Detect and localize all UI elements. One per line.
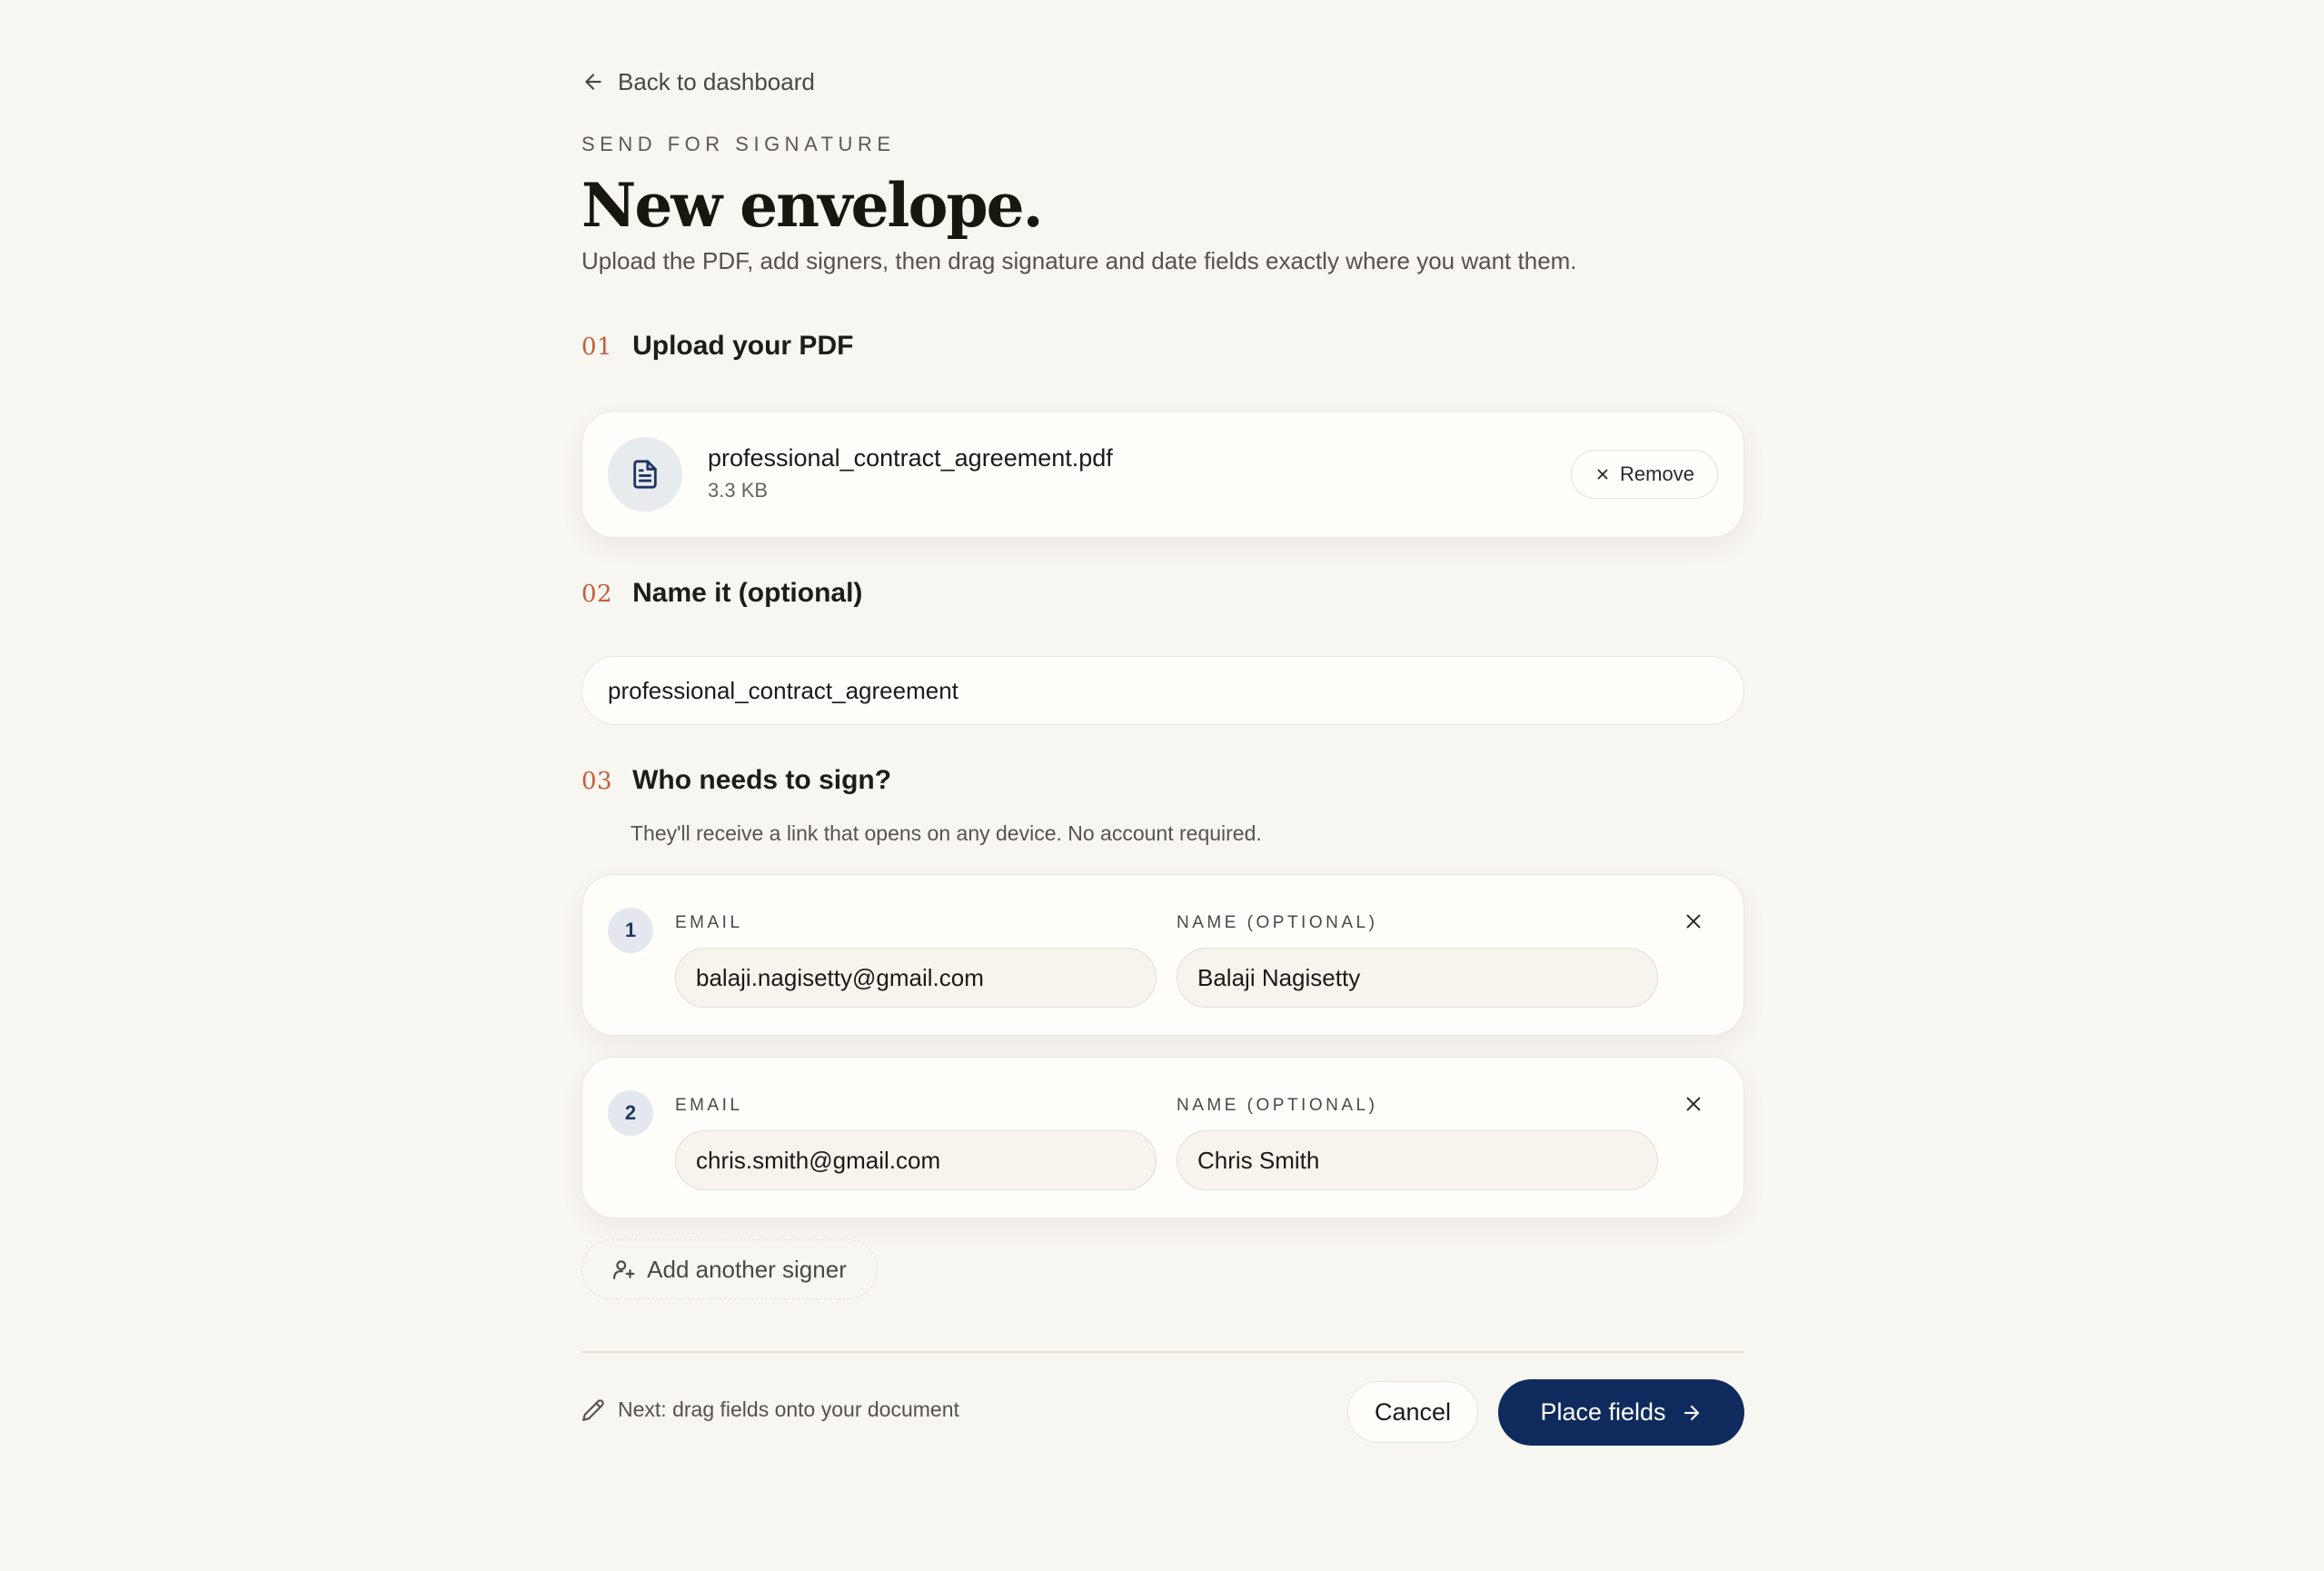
file-size: 3.3 KB [708, 479, 769, 502]
remove-signer-button[interactable] [1680, 908, 1707, 935]
place-fields-button[interactable] [1498, 1379, 1744, 1446]
step-number: 02 [581, 581, 613, 608]
footer-divider [581, 1351, 1744, 1353]
arrow-right-icon [1681, 1402, 1703, 1424]
new-envelope-page [581, 0, 1744, 1571]
step-name-heading [581, 578, 862, 609]
signer-email-input[interactable]: balaji.nagisetty@gmail.com [675, 948, 1157, 1008]
step-signers-description: They'll receive a link that opens on any device. No account required. [631, 821, 1262, 845]
add-signer-button[interactable] [581, 1239, 878, 1299]
add-signer-label: Add another signer [647, 1255, 847, 1283]
remove-file-button[interactable] [1571, 450, 1718, 499]
signer-name-input[interactable]: Balaji Nagisetty [1177, 948, 1658, 1008]
name-label: NAME (OPTIONAL) [1177, 913, 1378, 932]
step-number: 01 [581, 333, 613, 361]
arrow-left-icon [581, 70, 605, 94]
page-title: New envelope. [581, 170, 1042, 241]
signer-number-badge: 1 [608, 908, 653, 953]
step-number: 03 [581, 768, 613, 795]
back-to-dashboard-link[interactable] [581, 65, 815, 98]
hint-text: Next: drag fields onto your document [618, 1397, 959, 1421]
place-fields-label: Place fields [1540, 1398, 1666, 1426]
user-plus-icon [612, 1258, 636, 1281]
file-icon-badge [608, 437, 682, 512]
envelope-name-input[interactable]: professional_contract_agreement [581, 656, 1744, 725]
step-label: Name it (optional) [632, 578, 863, 608]
page-subtitle: Upload the PDF, add signers, then drag signature and date fields exactly where you want them. [581, 247, 1577, 274]
cancel-button[interactable]: Cancel [1347, 1381, 1478, 1443]
next-step-hint [581, 1397, 959, 1422]
signer-name-input[interactable]: Chris Smith [1177, 1130, 1658, 1190]
back-label: Back to dashboard [618, 67, 815, 95]
step-label: Who needs to sign? [632, 765, 892, 795]
document-icon [630, 459, 660, 490]
step-signers-heading [581, 765, 891, 796]
name-label: NAME (OPTIONAL) [1177, 1096, 1378, 1115]
signer-card [581, 874, 1744, 1036]
pencil-icon [581, 1398, 605, 1422]
file-name: professional_contract_agreement.pdf [708, 444, 1113, 472]
signer-email-input[interactable]: chris.smith@gmail.com [675, 1130, 1157, 1190]
uploaded-file-card [581, 411, 1744, 538]
remove-signer-button[interactable] [1680, 1090, 1707, 1118]
remove-label: Remove [1620, 462, 1694, 485]
page-eyebrow: SEND FOR SIGNATURE [581, 133, 896, 155]
step-label: Upload your PDF [632, 331, 854, 361]
signer-card [581, 1057, 1744, 1218]
close-icon [1683, 911, 1703, 931]
step-upload-heading [581, 331, 853, 362]
email-label: EMAIL [675, 1096, 743, 1115]
close-icon [1594, 466, 1611, 482]
email-label: EMAIL [675, 913, 743, 932]
signer-number-badge: 2 [608, 1090, 653, 1136]
close-icon [1683, 1094, 1703, 1114]
